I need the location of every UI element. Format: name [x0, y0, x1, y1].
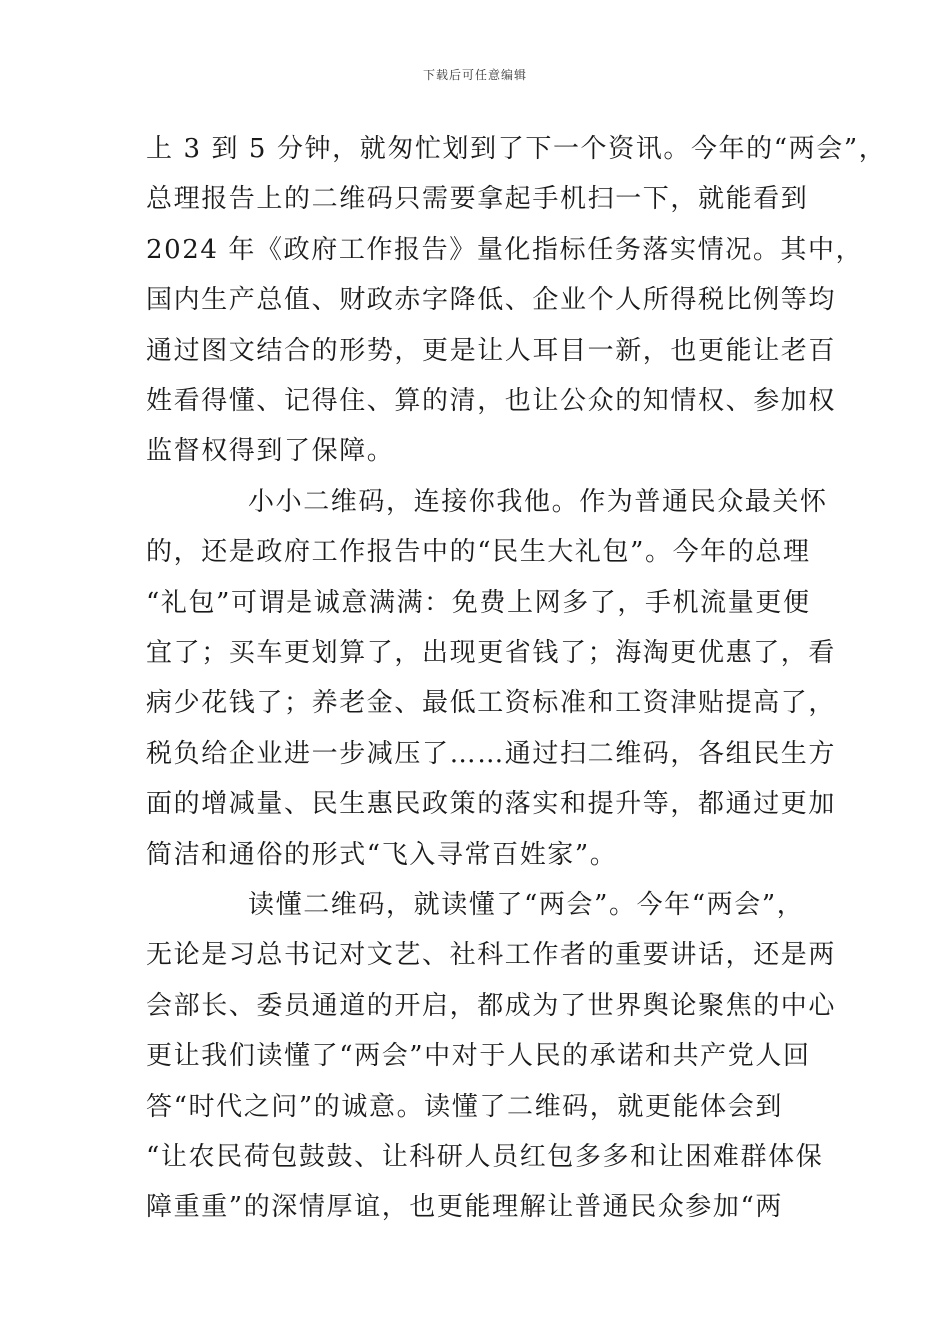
text-line: 的，还是政府工作报告中的“民生大礼包”。今年的总理 — [146, 537, 811, 567]
text-line: 国内生产总值、财政赤字降低、企业个人所得税比例等均 — [146, 285, 837, 315]
text-line: 面的增减量、民生惠民政策的落实和提升等，都通过更加 — [146, 789, 837, 819]
text-line: 障重重”的深情厚谊，也更能理解让普通民众参加“两 — [146, 1192, 783, 1222]
text-line: 小小二维码，连接你我他。作为普通民众最关怀 — [248, 487, 828, 517]
text-line: 答“时代之问”的诚意。读懂了二维码，就更能体会到 — [146, 1092, 783, 1122]
page-header: 下载后可任意编辑 — [422, 68, 527, 82]
text-line: 简洁和通俗的形式“飞入寻常百姓家”。 — [146, 840, 618, 870]
text-line: 通过图文结合的形势，更是让人耳目一新，也更能让老百 — [146, 336, 837, 366]
text-line: “礼包”可谓是诚意满满：免费上网多了，手机流量更便 — [146, 588, 811, 618]
text-line: 宜了；买车更划算了，出现更省钱了；海淘更优惠了，看 — [146, 638, 837, 668]
text-line: 读懂二维码，就读懂了“两会”。今年“两会”， — [248, 890, 805, 920]
text-line: 姓看得懂、记得住、算的清，也让公众的知情权、参加权 — [146, 386, 837, 416]
text-line: 上 3 到 5 分钟，就匆忙划到了下一个资讯。今年的“两会”， — [146, 134, 887, 164]
text-line: 税负给企业进一步减压了……通过扫二维码，各组民生方 — [146, 739, 837, 769]
text-line: 无论是习总书记对文艺、社科工作者的重要讲话，还是两 — [146, 940, 837, 970]
text-line: 总理报告上的二维码只需要拿起手机扫一下，就能看到 — [146, 184, 809, 214]
text-line: 2024 年《政府工作报告》量化指标任务落实情况。其中， — [146, 235, 864, 265]
text-line: 监督权得到了保障。 — [146, 436, 395, 466]
text-line: 会部长、委员通道的开启，都成为了世界舆论聚焦的中心 — [146, 991, 837, 1021]
text-line: 病少花钱了；养老金、最低工资标准和工资津贴提高了， — [146, 688, 837, 718]
text-line: “让农民荷包鼓鼓、让科研人员红包多多和让困难群体保 — [146, 1142, 824, 1172]
text-line: 更让我们读懂了“两会”中对于人民的承诺和共产党人回 — [146, 1041, 811, 1071]
